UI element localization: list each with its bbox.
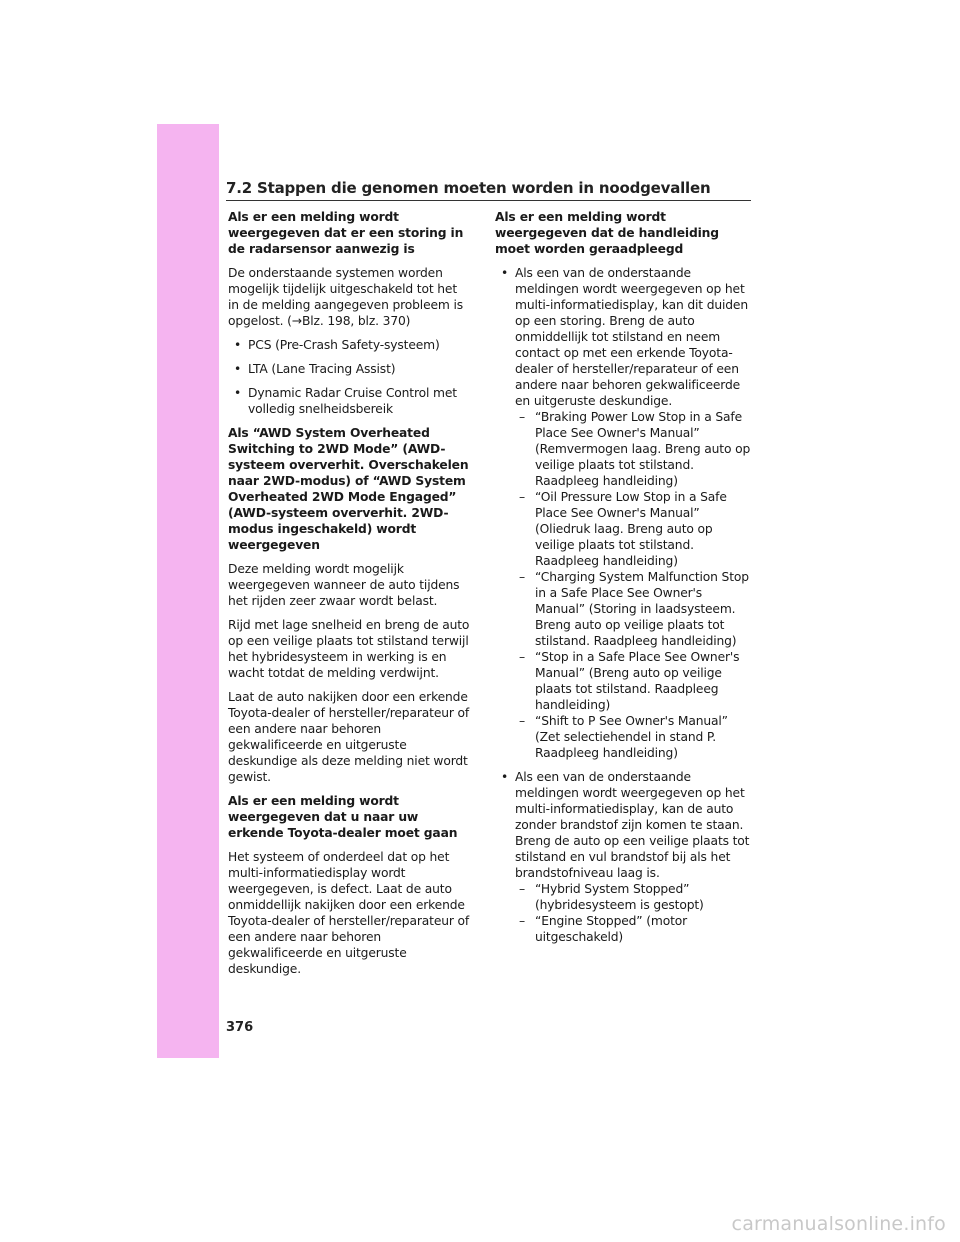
list-item: • PCS (Pre-Crash Safety-systeem) [228,337,470,353]
paragraph-radar-systems: De onderstaande systemen worden mogelijk tijdelijk uitgeschakeld tot het in de melding aangegeven probleem is opgelost. (→Blz. 198, blz. 370) [228,266,464,328]
message-item: – “Engine Stopped” (motor uitgeschakeld) [515,913,751,945]
heading-awd-overheated: Als “AWD System Overheated Switching to 2WD Mode” (AWD-systeem oververhit. Overschakelen naar 2WD-modus) of “AWD System Overheated 2WD Mode Engaged” (AWD-systeem oververhit. 2WD-modus ingeschakeld) wordt weergegeven [228,426,469,552]
message-item: – “Charging System Malfunction Stop in a Safe Place See Owner's Manual” (Storing in laadsysteem. Breng auto op veilige plaats tot stilstand. Raadpleeg handleiding) [515,569,751,649]
message-item: – “Hybrid System Stopped” (hybridesysteem is gestopt) [515,881,751,913]
right-column [495,209,751,953]
message-item: – “Braking Power Low Stop in a Safe Place See Owner's Manual” (Remvermogen laag. Breng auto op veilige plaats tot stilstand. Raadpleeg handleiding) [515,409,751,489]
page-header [226,178,751,201]
list-item: • LTA (Lane Tracing Assist) [228,361,470,377]
watermark: carmanualsonline.info [731,1213,946,1235]
list-item [495,769,751,945]
message-item: – “Shift to P See Owner's Manual” (Zet selectiehendel in stand P. Raadpleeg handleiding) [515,713,751,761]
message-item: – “Stop in a Safe Place See Owner's Manual” (Breng auto op veilige plaats tot stilstand. Raadpleeg handleiding) [515,649,751,713]
chapter-side-tab [157,124,219,1058]
message-item: – “Oil Pressure Low Stop in a Safe Place See Owner's Manual” (Oliedruk laag. Breng auto op veilige plaats tot stilstand. Raadpleeg handleiding) [515,489,751,569]
left-column [228,209,470,985]
radar-systems-list [228,337,470,417]
section-title: 7.2 Stappen die genomen moeten worden in noodgevallen [226,179,711,197]
list-item: • Dynamic Radar Cruise Control met volledig snelheidsbereik [228,385,470,417]
fuel-messages [515,881,751,945]
paragraph-awd-3: Laat de auto nakijken door een erkende Toyota-dealer of hersteller/reparateur of een andere naar behoren gekwalificeerde en uitgeruste deskundige als deze melding niet wordt gewist. [228,690,470,784]
header-divider [226,200,751,201]
page-number: 376 [226,1020,254,1035]
list-item [495,265,751,761]
paragraph-visit-dealer: Het systeem of onderdeel dat op het multi-informatiedisplay wordt weergegeven, is defect. Laat de auto onmiddellijk nakijken door een erkende Toyota-dealer of hersteller/reparateur of een andere naar behoren gekwalificeerde en uitgeruste deskundige. [228,850,470,976]
manual-messages-list [495,265,751,945]
bullet-text-malfunction: • Als een van de onderstaande meldingen wordt weergegeven op het multi-informatiedisplay, kan dit duiden op een storing. Breng de auto onmiddellijk tot stilstand en neem contact op met een erkende Toyota-dealer of hersteller/reparateur of een andere naar behoren gekwalificeerde en uitgeruste deskundige. [515,266,748,408]
heading-radar-sensor-fault: Als er een melding wordt weergegeven dat er een storing in de radarsensor aanwezig is [228,210,464,256]
paragraph-awd-2: Rijd met lage snelheid en breng de auto op een veilige plaats tot stilstand terwijl het hybridesysteem in werking is en wacht totdat de melding verdwijnt. [228,618,470,680]
paragraph-awd-1: Deze melding wordt mogelijk weergegeven wanneer de auto tijdens het rijden zeer zwaar wordt belast. [228,562,460,608]
malfunction-messages [515,409,751,761]
heading-visit-dealer: Als er een melding wordt weergegeven dat u naar uw erkende Toyota-dealer moet gaan [228,794,458,840]
bullet-text-fuel: • Als een van de onderstaande meldingen wordt weergegeven op het multi-informatiedisplay, kan de auto zonder brandstof zijn komen te staan. Breng de auto op een veilige plaats tot stilstand en vul brandstof bij als het brandstofniveau laag is. [515,770,750,880]
heading-consult-manual: Als er een melding wordt weergegeven dat de handleiding moet worden geraadpleegd [495,210,719,256]
